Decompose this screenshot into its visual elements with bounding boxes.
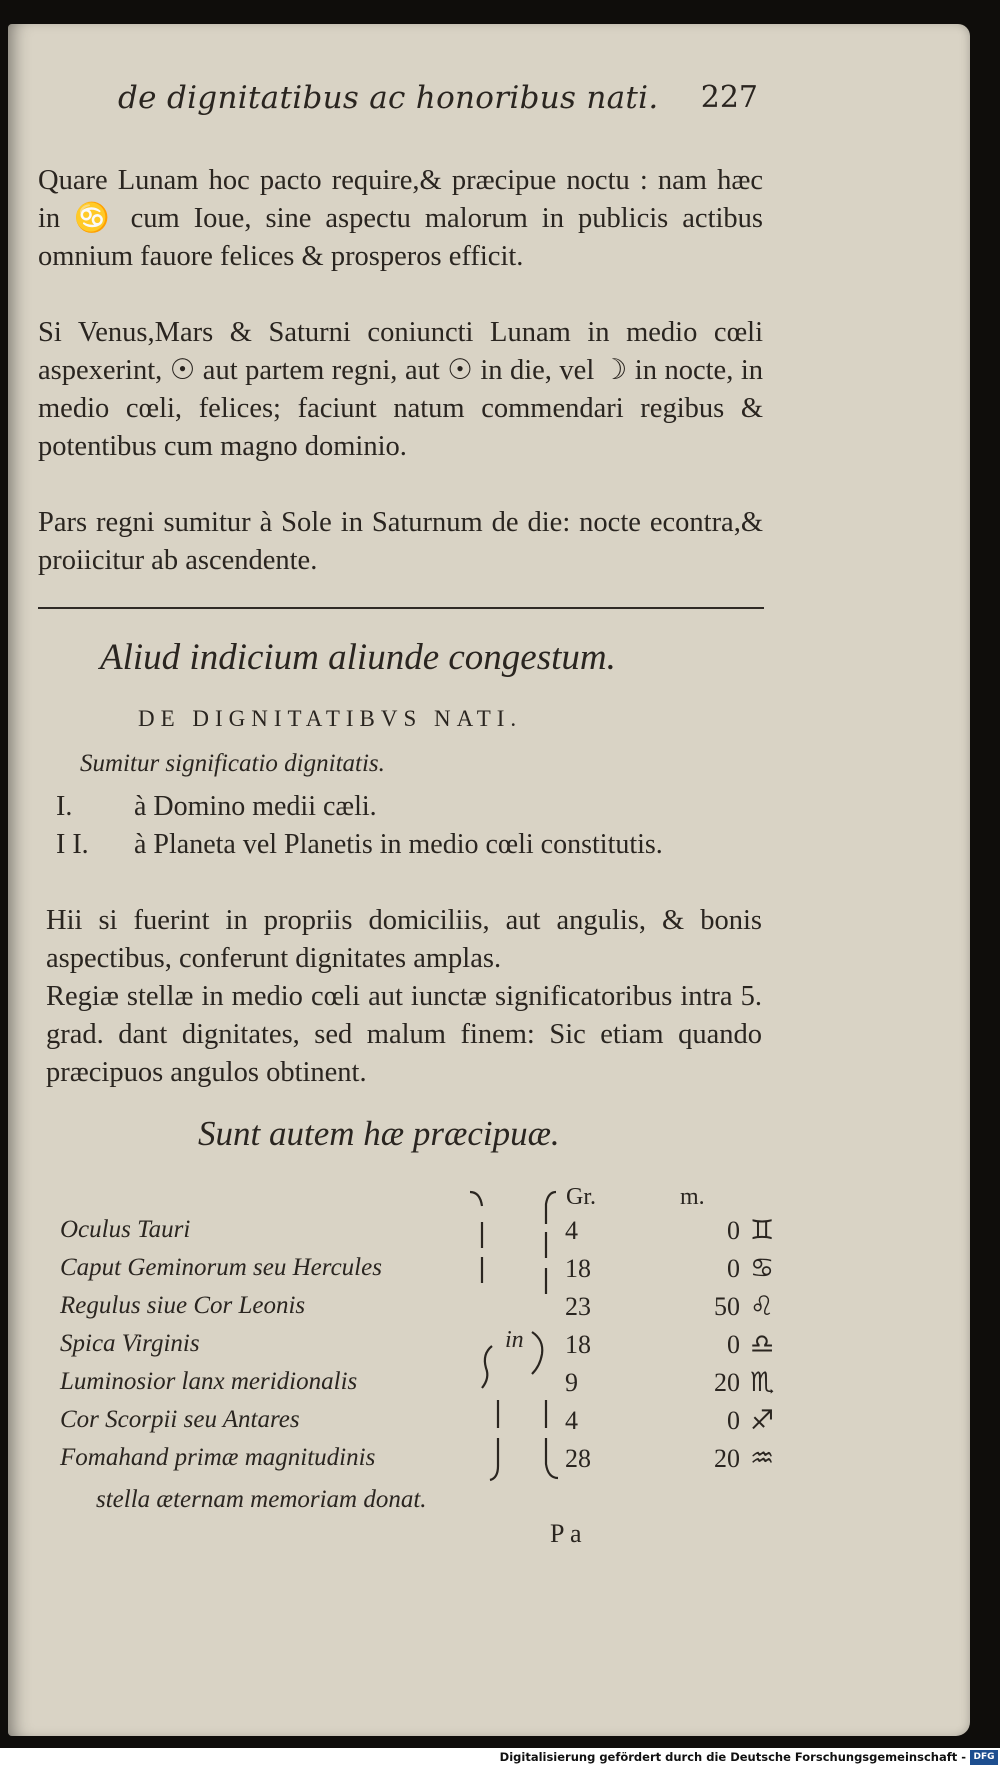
catchword: P a — [550, 1519, 582, 1548]
section-heading: Aliud indicium aliunde congestum. — [100, 637, 616, 678]
star-minutes: 50 — [714, 1292, 740, 1321]
gemini-sign-icon: ♊ — [750, 1215, 775, 1246]
stars-title: Sunt autem hæ præcipuæ. — [198, 1114, 560, 1153]
star-minutes: 20 — [714, 1368, 740, 1397]
cancer-sign-icon: ♋ — [750, 1253, 775, 1284]
star-name: Caput Geminorum seu Hercules — [60, 1254, 382, 1281]
signification-line: Sumitur significatio dignitatis. — [80, 750, 385, 777]
star-row — [60, 1330, 780, 1368]
star-row — [60, 1254, 780, 1292]
closing-line: stella æternam memoriam donat. — [96, 1486, 427, 1513]
star-degrees: 4 — [565, 1406, 578, 1435]
star-row — [60, 1368, 780, 1406]
minutes-header: m. — [680, 1184, 705, 1210]
star-name: Regulus siue Cor Leonis — [60, 1292, 306, 1319]
star-name: Oculus Tauri — [60, 1216, 191, 1243]
item-number: I. — [56, 791, 73, 822]
star-minutes: 20 — [714, 1444, 740, 1473]
in-label: in — [505, 1327, 524, 1353]
degrees-header: Gr. — [566, 1184, 596, 1210]
section-subheading: DE DIGNITATIBVS NATI. — [138, 706, 523, 731]
star-minutes: 0 — [727, 1406, 740, 1435]
star-name: Spica Virginis — [60, 1330, 200, 1357]
star-minutes: 0 — [727, 1254, 740, 1283]
star-table — [60, 1216, 780, 1482]
dfg-logo: DFG — [970, 1750, 998, 1765]
star-degrees: 4 — [565, 1216, 578, 1245]
star-row — [60, 1406, 780, 1444]
sagittarius-sign-icon: ♐ — [750, 1405, 775, 1436]
item-number: I I. — [56, 829, 89, 860]
star-degrees: 18 — [565, 1254, 591, 1283]
paragraph-2: Si Venus,Mars & Saturni coniuncti Lunam in medio cœli aspexerint, ☉ aut partem regni, aut ☉ in die, vel ☽ in nocte, in medio cœli, felices; faciunt natum commendari regibus & potentibus cum magno dominio. — [38, 317, 763, 462]
footer-bar — [0, 1748, 1000, 1768]
star-name: Cor Scorpii seu Antares — [60, 1406, 300, 1433]
item-text: à Domino medii cæli. — [134, 791, 377, 822]
running-title: de dignitatibus ac honoribus nati. — [118, 80, 659, 116]
star-degrees: 23 — [565, 1292, 591, 1321]
star-degrees: 28 — [565, 1444, 591, 1473]
star-name: Luminosior lanx meridionalis — [60, 1368, 358, 1395]
star-row — [60, 1444, 780, 1482]
star-row — [60, 1292, 780, 1330]
star-degrees: 9 — [565, 1368, 578, 1397]
star-degrees: 18 — [565, 1330, 591, 1359]
leo-sign-icon: ♌ — [750, 1291, 775, 1322]
paragraph-3: Pars regni sumitur à Sole in Saturnum de die: nocte econtra,& proiicitur ab ascendente. — [38, 507, 763, 576]
page-number: 227 — [700, 80, 758, 115]
scorpio-sign-icon: ♏ — [750, 1367, 775, 1398]
libra-sign-icon: ♎ — [750, 1329, 775, 1360]
aquarius-sign-icon: ♒ — [750, 1443, 775, 1474]
paragraph-5: Regiæ stellæ in medio cœli aut iunctæ significatoribus intra 5. grad. dant dignitates, sed malum finem: Sic etiam quando præcipuos angulos obtinent. — [46, 981, 762, 1088]
star-row — [60, 1216, 780, 1254]
book-page — [8, 24, 970, 1736]
star-minutes: 0 — [727, 1216, 740, 1245]
paragraph-4: Hii si fuerint in propriis domiciliis, aut angulis, & bonis aspectibus, conferunt dignitates amplas. — [46, 905, 762, 974]
item-text: à Planeta vel Planetis in medio cœli constitutis. — [134, 829, 663, 860]
star-name: Fomahand primæ magnitudinis — [60, 1444, 376, 1471]
star-minutes: 0 — [727, 1330, 740, 1359]
funding-notice: Digitalisierung gefördert durch die Deutsche Forschungsgemeinschaft - — [499, 1750, 966, 1764]
paragraph-1: Quare Lunam hoc pacto require,& præcipue noctu : nam hæc in ♋ cum Ioue, sine aspectu malorum in publicis actibus omnium fauore felices & prosperos efficit. — [38, 165, 763, 272]
